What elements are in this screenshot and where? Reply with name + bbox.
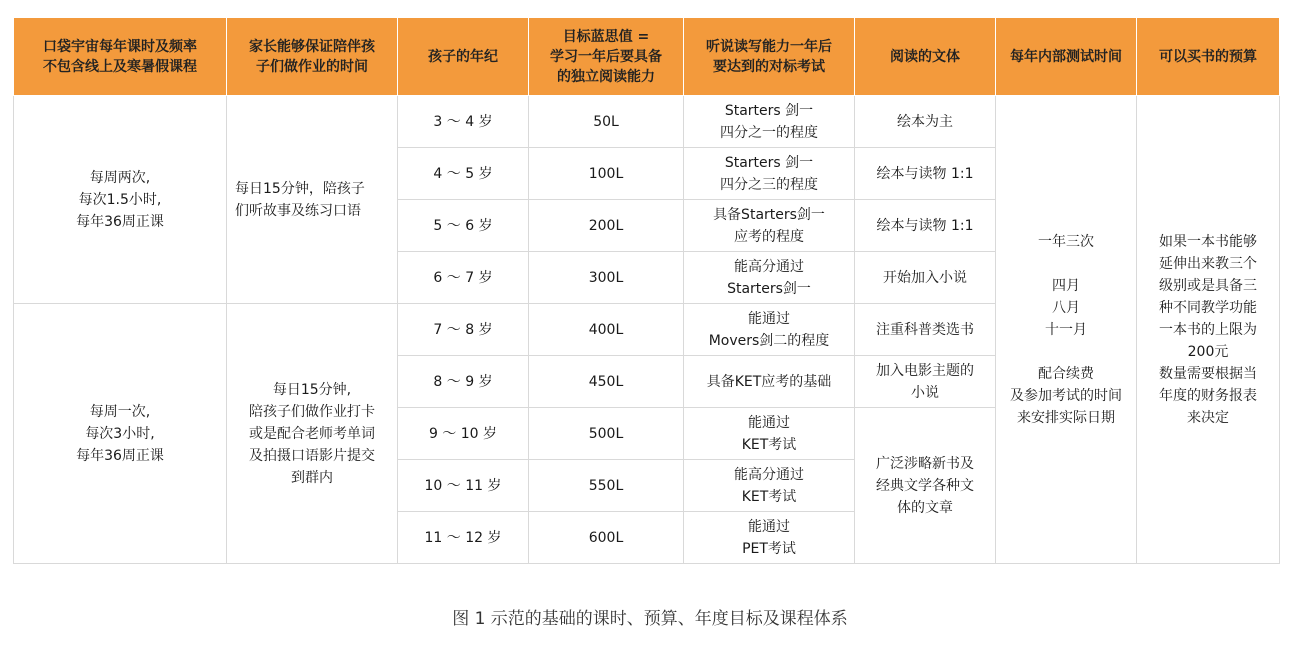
header-lexile: 目标蓝思值 = 学习一年后要具备 的独立阅读能力	[529, 18, 684, 96]
age-cell: 5 ～ 6 岁	[398, 200, 529, 252]
exam-cell: 具备KET应考的基础	[684, 356, 855, 408]
header-schedule: 口袋宇宙每年课时及频率 不包含线上及寒暑假课程	[14, 18, 227, 96]
age-cell: 8 ～ 9 岁	[398, 356, 529, 408]
header-genre: 阅读的文体	[855, 18, 996, 96]
age-cell: 7 ～ 8 岁	[398, 304, 529, 356]
lexile-cell: 550L	[529, 460, 684, 512]
genre-cell: 绘本为主	[855, 96, 996, 148]
header-budget: 可以买书的预算	[1137, 18, 1280, 96]
budget-cell: 如果一本书能够 延伸出来教三个 级别或是具备三 种不同教学功能 一本书的上限为 200元 数量需要根据当 年度的财务报表 来决定	[1137, 96, 1280, 564]
header-exam: 听说读写能力一年后 要达到的对标考试	[684, 18, 855, 96]
exam-cell: 能高分通过 KET考试	[684, 460, 855, 512]
table-row	[14, 96, 1280, 148]
parent-time-cell: 每日15分钟，陪孩子 们听故事及练习口语	[227, 96, 398, 304]
exam-cell: 能通过 KET考试	[684, 408, 855, 460]
genre-cell: 注重科普类选书	[855, 304, 996, 356]
lexile-cell: 600L	[529, 512, 684, 564]
header-test-time: 每年内部测试时间	[996, 18, 1137, 96]
lexile-cell: 50L	[529, 96, 684, 148]
exam-cell: Starters 剑一 四分之一的程度	[684, 96, 855, 148]
exam-cell: 能高分通过 Starters剑一	[684, 252, 855, 304]
header-row	[14, 18, 1280, 96]
age-cell: 4 ～ 5 岁	[398, 148, 529, 200]
lexile-cell: 400L	[529, 304, 684, 356]
exam-cell: 能通过 PET考试	[684, 512, 855, 564]
curriculum-table	[13, 17, 1280, 564]
genre-cell: 加入电影主题的 小说	[855, 356, 996, 408]
figure-caption: 图 1 示范的基础的课时、预算、年度目标及课程体系	[452, 609, 848, 629]
age-cell: 6 ～ 7 岁	[398, 252, 529, 304]
header-age: 孩子的年纪	[398, 18, 529, 96]
genre-cell: 绘本与读物 1:1	[855, 148, 996, 200]
genre-cell: 开始加入小说	[855, 252, 996, 304]
header-parent-time: 家长能够保证陪伴孩 子们做作业的时间	[227, 18, 398, 96]
exam-cell: Starters 剑一 四分之三的程度	[684, 148, 855, 200]
parent-time-cell: 每日15分钟, 陪孩子们做作业打卡 或是配合老师考单词 及拍摄口语影片提交 到群内	[227, 304, 398, 564]
age-cell: 9 ～ 10 岁	[398, 408, 529, 460]
age-cell: 11 ～ 12 岁	[398, 512, 529, 564]
age-cell: 3 ～ 4 岁	[398, 96, 529, 148]
lexile-cell: 300L	[529, 252, 684, 304]
exam-cell: 能通过 Movers剑二的程度	[684, 304, 855, 356]
schedule-cell: 每周两次, 每次1.5小时, 每年36周正课	[14, 96, 227, 304]
age-cell: 10 ～ 11 岁	[398, 460, 529, 512]
lexile-cell: 450L	[529, 356, 684, 408]
lexile-cell: 500L	[529, 408, 684, 460]
schedule-cell: 每周一次, 每次3小时, 每年36周正课	[14, 304, 227, 564]
lexile-cell: 200L	[529, 200, 684, 252]
genre-cell: 广泛涉略新书及 经典文学各种文 体的文章	[855, 408, 996, 564]
exam-cell: 具备Starters剑一 应考的程度	[684, 200, 855, 252]
test-time-cell: 一年三次 四月 八月 十一月 配合续费 及参加考试的时间 来安排实际日期	[996, 96, 1137, 564]
lexile-cell: 100L	[529, 148, 684, 200]
genre-cell: 绘本与读物 1:1	[855, 200, 996, 252]
